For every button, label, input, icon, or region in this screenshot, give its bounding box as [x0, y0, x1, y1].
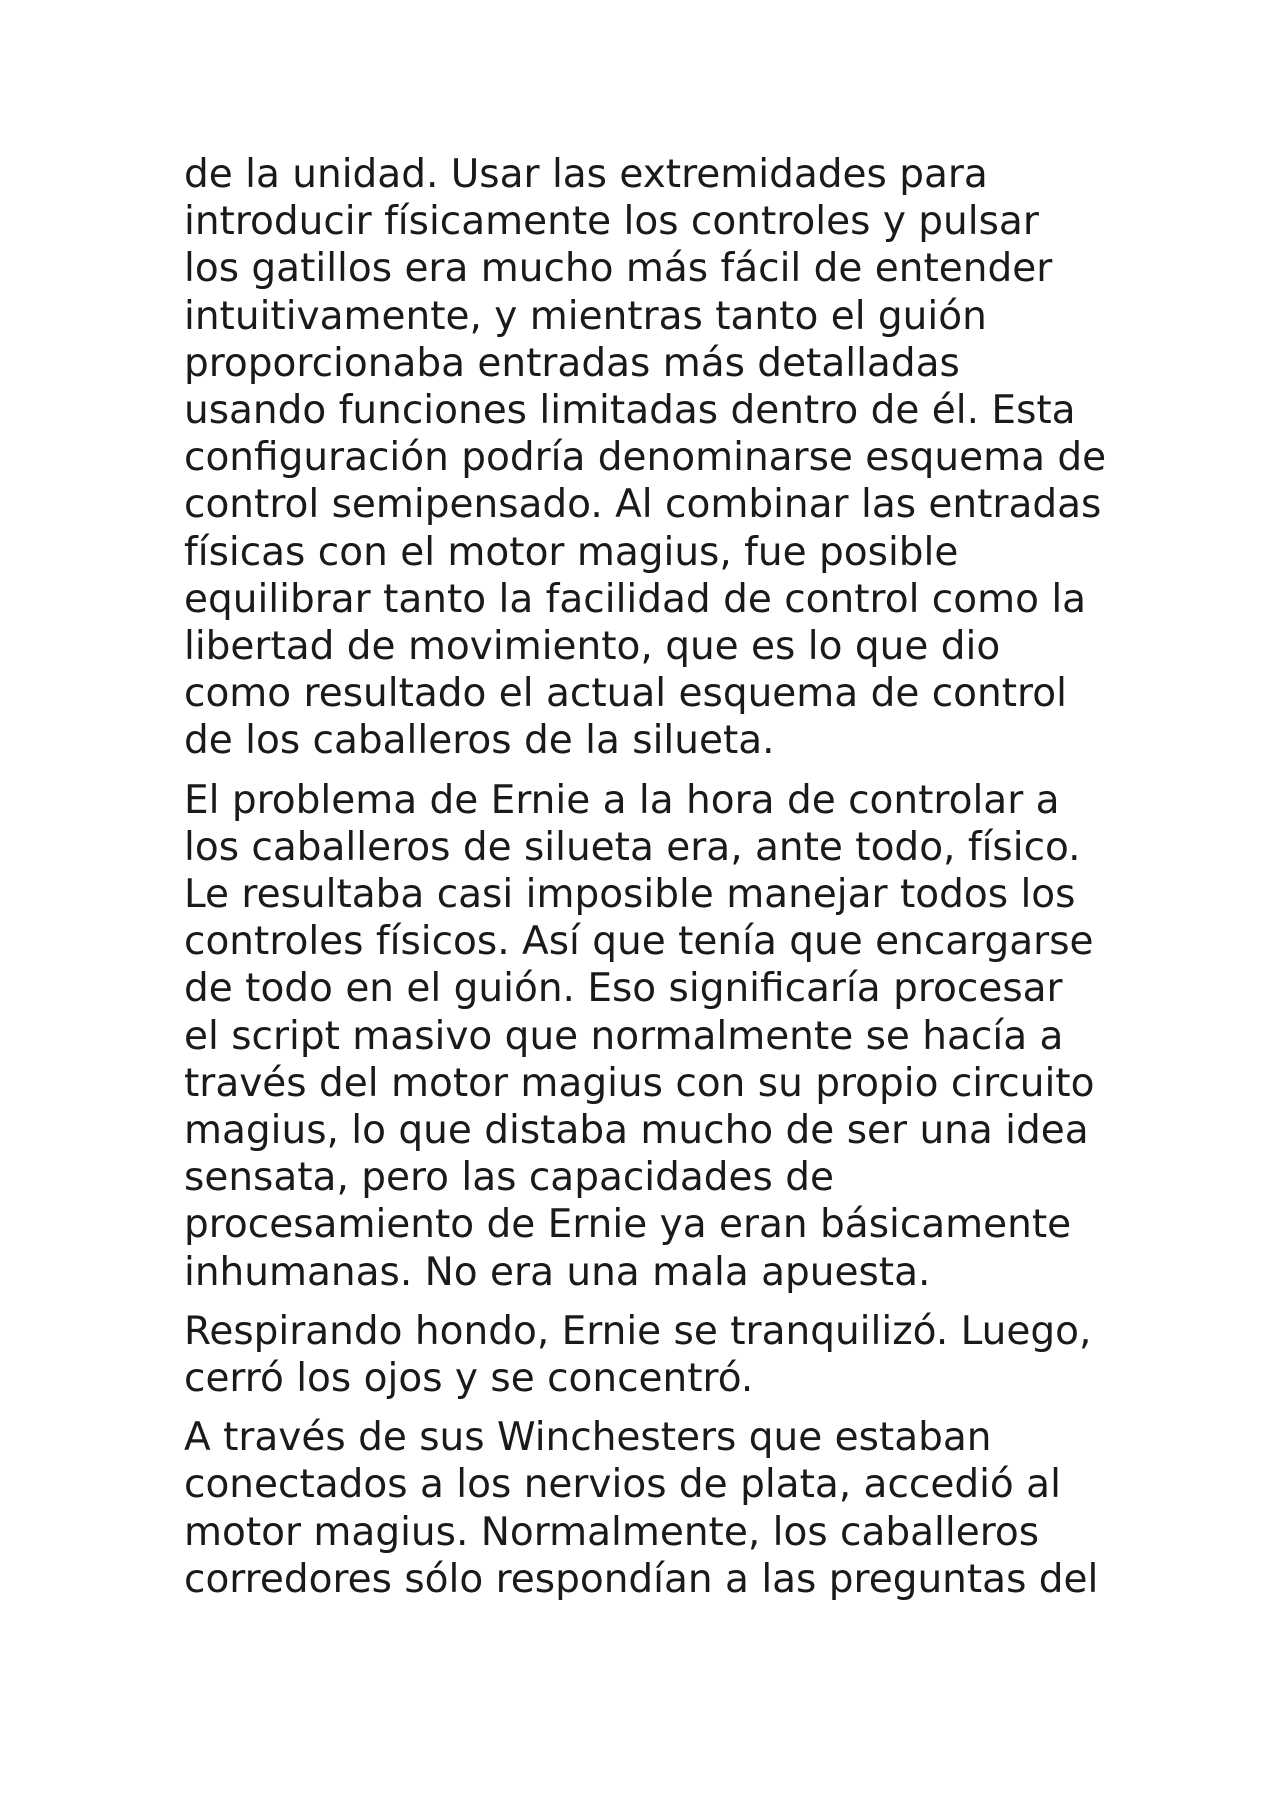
paragraph-1: [184, 151, 1114, 765]
text-line: procesamiento de Ernie ya eran básicamente: [184, 1202, 1072, 1248]
text-line: equilibrar tanto la facilidad de control como la: [184, 576, 1087, 622]
text-line: conectados a los nervios de plata, accedió al: [184, 1462, 1061, 1508]
text-line: través del motor magius con su propio circuito: [184, 1060, 1095, 1106]
text-line: físicas con el motor magius, fue posible: [184, 529, 959, 575]
text-line: Le resultaba casi imposible manejar todos los: [184, 872, 1076, 918]
text-line: de la unidad. Usar las extremidades para: [184, 152, 988, 197]
paragraph-2: [184, 777, 1114, 1296]
text-line: Respirando hondo, Ernie se tranquilizó. Luego,: [184, 1308, 1092, 1354]
text-line: A través de sus Winchesters que estaban: [184, 1415, 992, 1461]
paragraph-3: [184, 1308, 1114, 1402]
text-line: control semipensado. Al combinar las entradas: [184, 482, 1102, 528]
text-line: el script masivo que normalmente se hacía a: [184, 1013, 1064, 1059]
text-line: sensata, pero las capacidades de: [184, 1155, 835, 1201]
document-page: [184, 151, 1114, 1615]
text-line: usando funciones limitadas dentro de él. Esta: [184, 388, 1076, 434]
text-line: intuitivamente, y mientras tanto el guión: [184, 293, 987, 339]
text-line: los gatillos era mucho más fácil de entender: [184, 246, 1053, 292]
text-line: motor magius. Normalmente, los caballeros: [184, 1509, 1040, 1555]
text-line: proporcionaba entradas más detalladas: [184, 340, 960, 386]
text-line: introducir físicamente los controles y pulsar: [184, 199, 1039, 245]
text-line: cerró los ojos y se concentró.: [184, 1356, 754, 1402]
text-line: corredores sólo respondían a las preguntas del: [184, 1556, 1099, 1602]
text-line: inhumanas. No era una mala apuesta.: [184, 1249, 931, 1295]
text-line: los caballeros de silueta era, ante todo, físico.: [184, 824, 1081, 870]
text-line: configuración podría denominarse esquema de: [184, 435, 1107, 481]
text-line: de los caballeros de la silueta.: [184, 718, 775, 764]
text-line: controles físicos. Así que tenía que encargarse: [184, 919, 1094, 965]
text-line: como resultado el actual esquema de control: [184, 671, 1067, 717]
text-line: de todo en el guión. Eso significaría procesar: [184, 966, 1063, 1012]
text-line: libertad de movimiento, que es lo que dio: [184, 624, 1001, 670]
text-line: magius, lo que distaba mucho de ser una idea: [184, 1108, 1089, 1154]
paragraph-4: [184, 1414, 1114, 1603]
text-line: El problema de Ernie a la hora de controlar a: [184, 777, 1060, 823]
